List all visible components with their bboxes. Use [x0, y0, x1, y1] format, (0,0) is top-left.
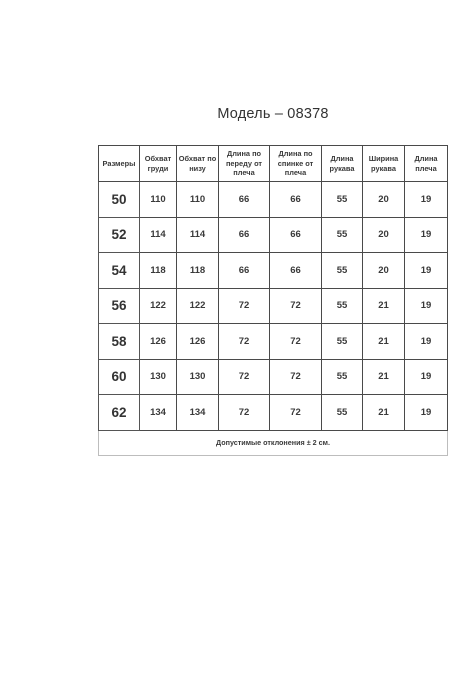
table-cell: 55: [322, 288, 363, 324]
table-cell: 66: [270, 217, 322, 253]
table-cell: 122: [140, 288, 177, 324]
table-footnote-row: [99, 430, 448, 455]
table-cell: 19: [405, 395, 448, 431]
table-header-row: [99, 146, 448, 182]
table-cell: 72: [270, 359, 322, 395]
table-cell: 126: [177, 324, 219, 360]
table-cell: 72: [219, 324, 270, 360]
table-row: [99, 182, 448, 218]
table-cell: 55: [322, 395, 363, 431]
table-cell: 20: [363, 182, 405, 218]
table-cell: 72: [219, 359, 270, 395]
table-cell: 19: [405, 182, 448, 218]
table-cell: 126: [140, 324, 177, 360]
size-cell: 58: [99, 324, 140, 360]
size-cell: 54: [99, 253, 140, 289]
table-cell: 21: [363, 288, 405, 324]
table-cell: 21: [363, 395, 405, 431]
table-cell: 55: [322, 217, 363, 253]
table-cell: 130: [140, 359, 177, 395]
table-row: [99, 288, 448, 324]
table-row: [99, 359, 448, 395]
table-cell: 19: [405, 253, 448, 289]
table-cell: 55: [322, 182, 363, 218]
table-row: [99, 217, 448, 253]
table-cell: 55: [322, 359, 363, 395]
table-cell: 19: [405, 359, 448, 395]
table-cell: 20: [363, 253, 405, 289]
size-cell: 56: [99, 288, 140, 324]
table-cell: 72: [219, 288, 270, 324]
table-cell: 118: [140, 253, 177, 289]
header-hem: Обхват по низу: [177, 146, 219, 182]
table-cell: 66: [270, 182, 322, 218]
header-front-length: Длина по переду от плеча: [219, 146, 270, 182]
table-row: [99, 253, 448, 289]
table-cell: 110: [140, 182, 177, 218]
table-cell: 21: [363, 324, 405, 360]
table-cell: 21: [363, 359, 405, 395]
header-chest: Обхват груди: [140, 146, 177, 182]
size-table: [98, 145, 448, 456]
size-cell: 52: [99, 217, 140, 253]
table-cell: 130: [177, 359, 219, 395]
table-cell: 55: [322, 324, 363, 360]
header-shoulder-length: Длина плеча: [405, 146, 448, 182]
table-cell: 55: [322, 253, 363, 289]
table-cell: 134: [140, 395, 177, 431]
tolerance-note: Допустимые отклонения ± 2 см.: [99, 430, 448, 455]
table-row: [99, 395, 448, 431]
size-cell: 60: [99, 359, 140, 395]
table-cell: 66: [219, 182, 270, 218]
header-sleeve-length: Длина рукава: [322, 146, 363, 182]
table-cell: 110: [177, 182, 219, 218]
size-cell: 62: [99, 395, 140, 431]
header-back-length: Длина по спинке от плеча: [270, 146, 322, 182]
table-cell: 72: [219, 395, 270, 431]
header-sleeve-width: Ширина рукава: [363, 146, 405, 182]
table-cell: 118: [177, 253, 219, 289]
table-cell: 19: [405, 288, 448, 324]
table-cell: 114: [140, 217, 177, 253]
table-cell: 66: [219, 217, 270, 253]
table-cell: 134: [177, 395, 219, 431]
header-sizes: Размеры: [99, 146, 140, 182]
size-cell: 50: [99, 182, 140, 218]
table-cell: 19: [405, 324, 448, 360]
table-cell: 20: [363, 217, 405, 253]
table-cell: 114: [177, 217, 219, 253]
table-cell: 122: [177, 288, 219, 324]
page-title: Модель – 08378: [217, 106, 329, 122]
table-cell: 72: [270, 288, 322, 324]
table-cell: 66: [219, 253, 270, 289]
table-cell: 72: [270, 395, 322, 431]
table-cell: 19: [405, 217, 448, 253]
table-row: [99, 324, 448, 360]
table-cell: 66: [270, 253, 322, 289]
table-cell: 72: [270, 324, 322, 360]
